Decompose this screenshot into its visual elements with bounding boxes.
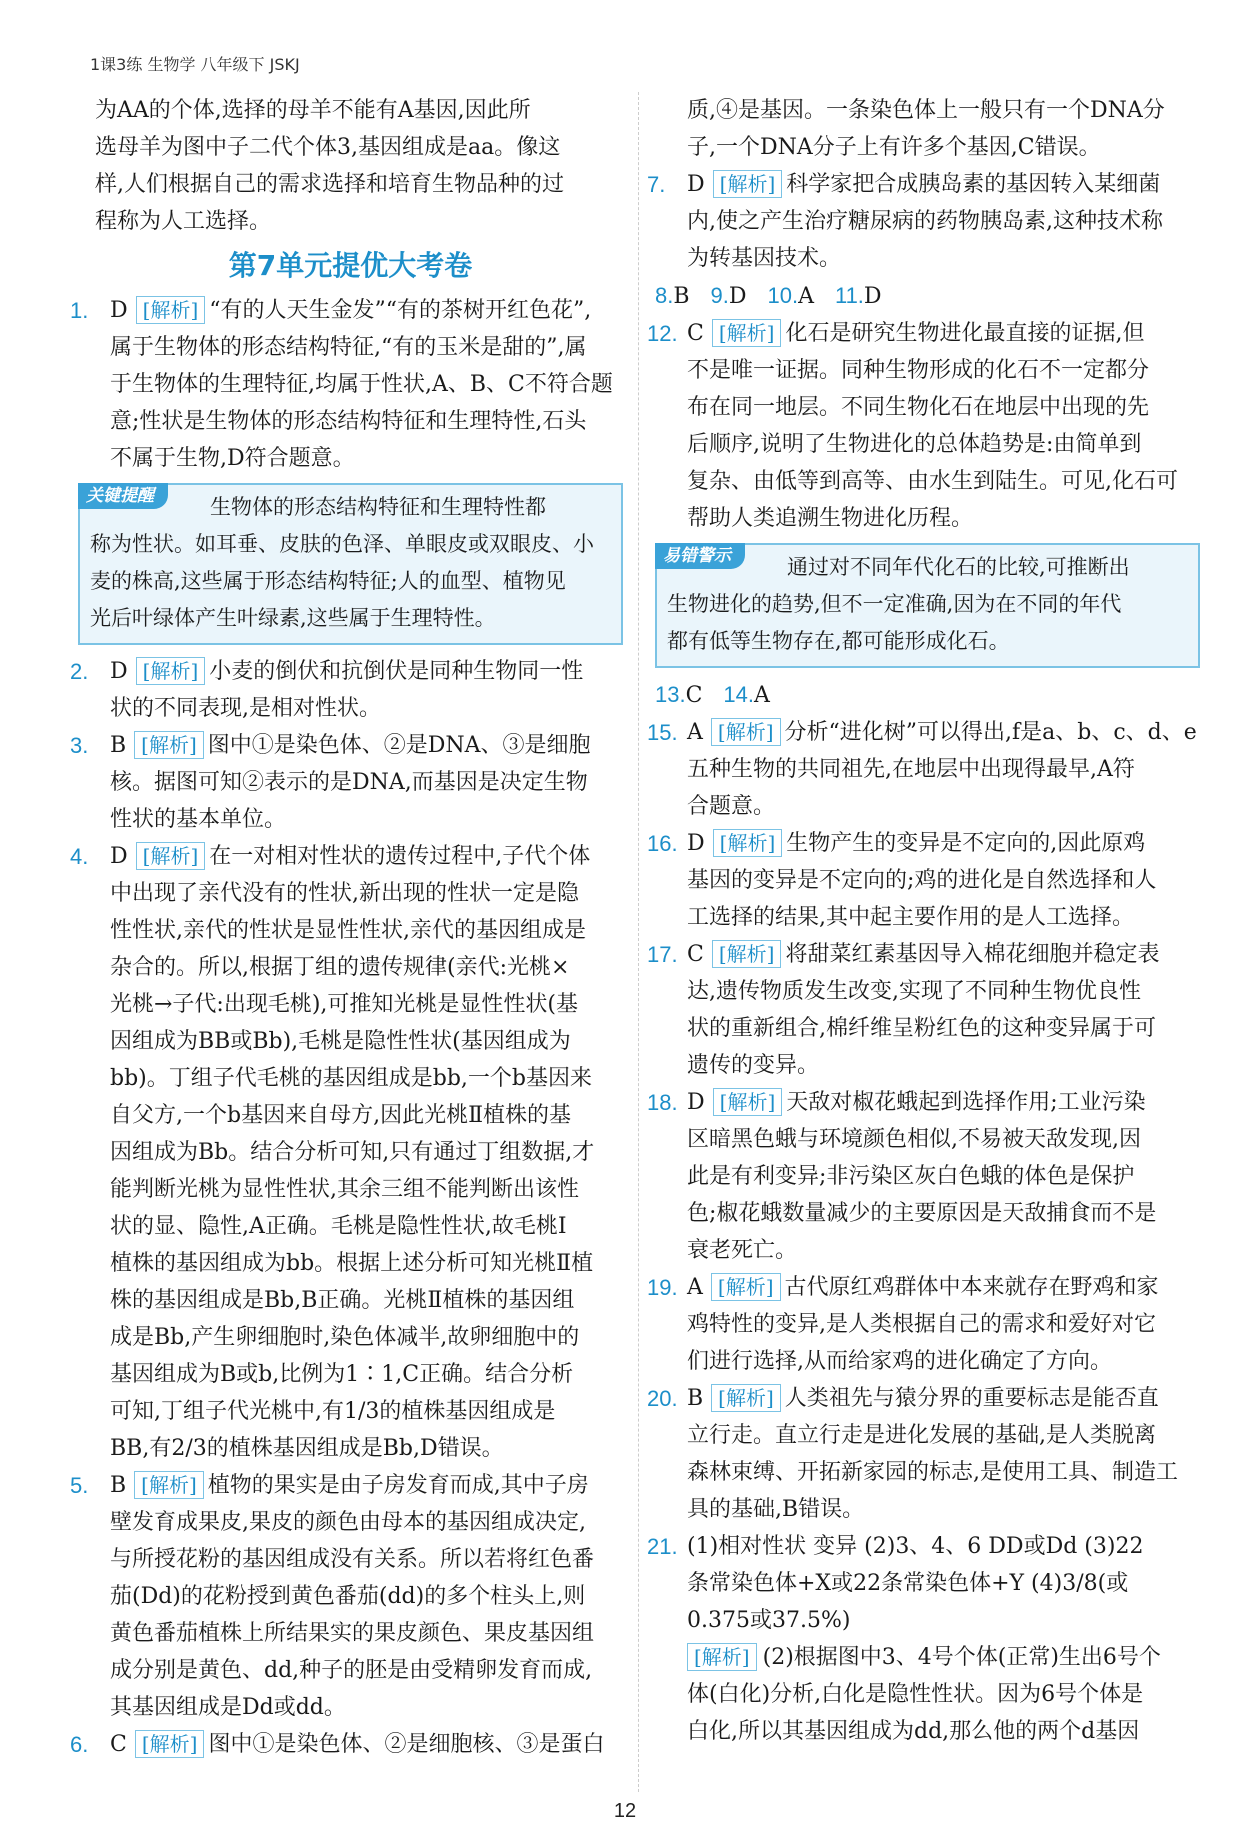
text-line: 性状的基本单位。 [110, 807, 287, 832]
key-tip-box [78, 483, 623, 645]
text-line: 意;性状是生物体的形态结构特征和生理特性,石头 [110, 409, 587, 434]
answer-letter: D [728, 284, 747, 309]
text-line: 为转基因技术。 [687, 246, 842, 271]
text-line: 布在同一地层。不同生物化石在地层中出现的先 [687, 395, 1150, 420]
key-tip-label: 关键提醒 [78, 483, 168, 509]
answer-item-17 [647, 936, 1200, 1084]
answer-letter: D [863, 284, 882, 309]
analysis-tag: [解析] [135, 1730, 205, 1758]
answer-letter: D [687, 831, 705, 856]
answer-letter: B [687, 1386, 704, 1411]
text-line: (1)相对性状 变异 (2)3、4、6 DD或Dd (3)22 [687, 1534, 1144, 1559]
analysis-tag: [解析] [713, 829, 783, 857]
text-line: 因组成为BB或Bb),毛桃是隐性性状(基因组成为 [110, 1029, 571, 1054]
error-warning-label: 易错警示 [655, 543, 745, 569]
answer-letter: A [798, 284, 814, 309]
analysis-tag: [解析] [134, 1471, 204, 1499]
text-line: 具的基础,B错误。 [687, 1497, 865, 1522]
intro-paragraph [78, 92, 623, 240]
text-line: 小麦的倒伏和抗倒伏是同种生物同一性 [209, 659, 584, 684]
text-line: 在一对相对性状的遗传过程中,子代个体 [209, 844, 591, 869]
answer-item-18 [647, 1084, 1200, 1269]
text-line: 株的基因组成是Bb,B正确。光桃Ⅱ植株的基因组 [110, 1288, 575, 1313]
question-number: 4. [70, 844, 89, 869]
answer-letter: B [673, 284, 690, 309]
analysis-tag: [解析] [713, 170, 783, 198]
text-line: 茄(Dd)的花粉授到黄色番茄(dd)的多个柱头上,则 [110, 1584, 586, 1609]
question-number: 14. [723, 682, 755, 707]
answer-row-8-11 [655, 277, 1200, 315]
question-number: 13. [655, 682, 686, 707]
text-line: 们进行选择,从而给家鸡的进化确定了方向。 [687, 1349, 1112, 1374]
answer-letter: C [110, 1732, 127, 1757]
answer-item-19 [647, 1269, 1200, 1380]
text-line: 立行走。直立行走是进化发展的基础,是人类脱离 [687, 1423, 1156, 1448]
page-header: 1课3练 生物学 八年级下 JSKJ [90, 55, 300, 74]
tip-line: 通过对不同年代化石的比较,可推断出 [787, 555, 1130, 579]
analysis-tag: [解析] [136, 657, 206, 685]
question-number: 11. [834, 283, 864, 308]
text-line: 将甜菜红素基因导入棉花细胞并稳定表 [785, 942, 1160, 967]
question-number: 5. [70, 1473, 89, 1498]
text-line: 色;椒花蛾数量减少的主要原因是天敌捕食而不是 [687, 1201, 1157, 1226]
section-title: 第7单元提优大考卷 [228, 249, 473, 282]
text-line: 区暗黑色蛾与环境颜色相似,不易被天敌发现,因 [687, 1127, 1141, 1152]
column-divider [638, 92, 639, 1792]
text-line: 成是Bb,产生卵细胞时,染色体减半,故卵细胞中的 [110, 1325, 580, 1350]
text-line: 达,遗传物质发生改变,实现了不同种生物优良性 [687, 979, 1141, 1004]
text-line: 不是唯一证据。同种生物形成的化石不一定都分 [687, 358, 1150, 383]
answer-item-3 [70, 727, 623, 838]
text-line: 人类祖先与猿分界的重要标志是能否直 [784, 1386, 1159, 1411]
question-number: 6. [70, 1732, 89, 1757]
answer-letter: B [110, 733, 127, 758]
text-line: 古代原红鸡群体中本来就存在野鸡和家 [784, 1275, 1159, 1300]
text-line: 程称为人工选择。 [95, 209, 272, 234]
analysis-tag: [解析] [711, 1384, 781, 1412]
text-line: 工选择的结果,其中起主要作用的是人工选择。 [687, 905, 1134, 930]
analysis-tag: [解析] [687, 1643, 757, 1671]
answer-letter: D [110, 298, 128, 323]
text-line: 性性状,亲代的性状是显性性状,亲代的基因组成是 [110, 918, 586, 943]
text-line: 子,一个DNA分子上有许多个基因,C错误。 [687, 135, 1101, 160]
answer-letter: C [685, 683, 703, 708]
text-line: 化石是研究生物进化最直接的证据,但 [785, 321, 1145, 346]
text-line: 帮助人类追溯生物进化历程。 [687, 506, 974, 531]
text-line: 状的重新组合,棉纤维呈粉红色的这种变异属于可 [687, 1016, 1156, 1041]
question-number: 9. [710, 283, 729, 308]
answer-letter: A [754, 683, 770, 708]
answer-item-16 [647, 825, 1200, 936]
text-line: 植物的果实是由子房发育而成,其中子房 [207, 1473, 589, 1498]
text-line: 后顺序,说明了生物进化的总体趋势是:由简单到 [687, 432, 1142, 457]
text-line: 复杂、由低等到高等、由水生到陆生。可见,化石可 [687, 469, 1178, 494]
text-line: 图中①是染色体、②是细胞核、③是蛋白 [208, 1732, 605, 1757]
left-column [70, 92, 623, 1763]
right-column [647, 92, 1200, 1750]
text-line: 基因的变异是不定向的;鸡的进化是自然选择和人 [687, 868, 1157, 893]
text-line: 科学家把合成胰岛素的基因转入某细菌 [786, 172, 1161, 197]
text-line: 黄色番茄植株上所结果实的果皮颜色、果皮基因组 [110, 1621, 595, 1646]
answer-letter: D [110, 844, 128, 869]
page-number: 12 [613, 1800, 637, 1822]
text-line: 属于生物体的形态结构特征,“有的玉米是甜的”,属 [110, 335, 587, 360]
text-line: 中出现了亲代没有的性状,新出现的性状一定是隐 [110, 881, 579, 906]
answer-item-2 [70, 653, 623, 727]
text-line: 生物产生的变异是不定向的,因此原鸡 [786, 831, 1146, 856]
answer-row-13-14 [655, 676, 1200, 714]
answer-letter: D [687, 1090, 705, 1115]
analysis-tag: [解析] [711, 718, 781, 746]
answer-letter: C [687, 321, 704, 346]
text-line: 状的显、隐性,A正确。毛桃是隐性性状,故毛桃Ⅰ [110, 1214, 567, 1239]
question-number: 18. [647, 1090, 678, 1115]
answer-item-12 [647, 315, 1200, 537]
answer-item-5 [70, 1467, 623, 1726]
question-number: 2. [70, 659, 89, 684]
text-line: 质,④是基因。一条染色体上一般只有一个DNA分 [687, 98, 1165, 123]
text-line: 于生物体的生理特征,均属于性状,A、B、C不符合题 [110, 372, 613, 397]
error-warning-box [655, 543, 1200, 668]
answer-letter: B [110, 1473, 127, 1498]
text-line: 可知,丁组子代光桃中,有1/3的植株基因组成是 [110, 1399, 556, 1424]
text-line: 基因组成为B或b,比例为1∶1,C正确。结合分析 [110, 1362, 574, 1387]
answer-letter: A [687, 720, 703, 745]
text-line: 样,人们根据自己的需求选择和培育生物品种的过 [95, 172, 564, 197]
tip-line: 光后叶绿体产生叶绿素,这些属于生理特性。 [90, 606, 496, 630]
answer-item-7 [647, 166, 1200, 277]
text-line: 成分别是黄色、dd,种子的胚是由受精卵发育而成, [110, 1658, 593, 1683]
tip-line: 麦的株高,这些属于形态结构特征;人的血型、植物见 [90, 569, 566, 593]
tip-line: 生物进化的趋势,但不一定准确,因为在不同的年代 [667, 592, 1122, 616]
text-line: 其基因组成是Dd或dd。 [110, 1695, 346, 1720]
answer-letter: D [687, 172, 705, 197]
question-number: 1. [70, 298, 89, 323]
question-number: 17. [647, 942, 678, 967]
text-line: 与所授花粉的基因组成没有关系。所以若将红色番 [110, 1547, 595, 1572]
analysis-tag: [解析] [713, 1088, 783, 1116]
text-line: 图中①是染色体、②是DNA、③是细胞 [207, 733, 591, 758]
tip-line: 都有低等生物存在,都可能形成化石。 [667, 629, 1010, 653]
analysis-tag: [解析] [711, 1273, 781, 1301]
question-number: 15. [647, 720, 678, 745]
text-line: 0.375或37.5%) [687, 1608, 851, 1633]
question-number: 10. [767, 283, 799, 308]
text-line: 分析“进化树”可以得出,f是a、b、c、d、e [784, 720, 1197, 745]
text-line: 合题意。 [687, 794, 776, 819]
tip-line: 称为性状。如耳垂、皮肤的色泽、单眼皮或双眼皮、小 [90, 532, 594, 556]
text-line: 不属于生物,D符合题意。 [110, 446, 355, 471]
text-line: bb)。丁组子代毛桃的基因组成是bb,一个b基因来 [110, 1066, 592, 1091]
analysis-tag: [解析] [712, 940, 782, 968]
question-number: 12. [647, 321, 678, 346]
text-line: 杂合的。所以,根据丁组的遗传规律(亲代:光桃× [110, 955, 570, 980]
answer-item-20 [647, 1380, 1200, 1528]
text-line: 五种生物的共同祖先,在地层中出现得最早,A符 [687, 757, 1135, 782]
text-line: “有的人天生金发”“有的茶树开红色花”, [209, 298, 592, 323]
answer-letter: D [110, 659, 128, 684]
question-number: 3. [70, 733, 89, 758]
tip-line: 生物体的形态结构特征和生理特性都 [210, 495, 546, 519]
text-line: 壁发育成果皮,果皮的颜色由母本的基因组成决定, [110, 1510, 586, 1535]
text-line: BB,有2/3的植株基因组成是Bb,D错误。 [110, 1436, 504, 1461]
question-number: 7. [647, 172, 666, 197]
text-line: 核。据图可知②表示的是DNA,而基因是决定生物 [110, 770, 588, 795]
text-line: (2)根据图中3、4号个体(正常)生出6号个 [762, 1645, 1161, 1670]
text-line: 白化,所以其基因组成为dd,那么他的两个d基因 [687, 1719, 1140, 1744]
text-line: 内,使之产生治疗糖尿病的药物胰岛素,这种技术称 [687, 209, 1163, 234]
text-line: 光桃→子代:出现毛桃),可推知光桃是显性性状(基 [110, 992, 579, 1017]
text-line: 条常染色体+X或22条常染色体+Y (4)3/8(或 [687, 1571, 1129, 1596]
text-line: 鸡特性的变异,是人类根据自己的需求和爱好对它 [687, 1312, 1156, 1337]
answer-item-21 [647, 1528, 1200, 1750]
answer-letter: C [687, 942, 704, 967]
answer-item-6 [70, 1726, 623, 1763]
answer-item-6-continued [655, 92, 1200, 166]
answer-letter: A [687, 1275, 703, 1300]
text-line: 选母羊为图中子二代个体3,基因组成是aa。像这 [95, 135, 561, 160]
analysis-tag: [解析] [136, 842, 206, 870]
answer-item-4 [70, 838, 623, 1467]
text-line: 因组成为Bb。结合分析可知,只有通过丁组数据,才 [110, 1140, 595, 1165]
text-line: 状的不同表现,是相对性状。 [110, 696, 381, 721]
text-line: 为AA的个体,选择的母羊不能有A基因,因此所 [95, 98, 531, 123]
text-line: 此是有利变异;非污染区灰白色蛾的体色是保护 [687, 1164, 1135, 1189]
text-line: 遗传的变异。 [687, 1053, 820, 1078]
question-number: 20. [647, 1386, 678, 1411]
answer-item-15 [647, 714, 1200, 825]
text-line: 衰老死亡。 [687, 1238, 798, 1263]
analysis-tag: [解析] [712, 319, 782, 347]
text-line: 植株的基因组成为bb。根据上述分析可知光桃Ⅱ植 [110, 1251, 594, 1276]
question-number: 8. [655, 283, 674, 308]
text-line: 体(白化)分析,白化是隐性性状。因为6号个体是 [687, 1682, 1144, 1707]
analysis-tag: [解析] [136, 296, 206, 324]
question-number: 19. [647, 1275, 678, 1300]
text-line: 天敌对椒花蛾起到选择作用;工业污染 [786, 1090, 1146, 1115]
text-line: 能判断光桃为显性性状,其余三组不能判断出该性 [110, 1177, 579, 1202]
answer-item-1 [70, 292, 623, 477]
text-line: 自父方,一个b基因来自母方,因此光桃Ⅱ植株的基 [110, 1103, 572, 1128]
question-number: 21. [647, 1534, 678, 1559]
analysis-tag: [解析] [134, 731, 204, 759]
text-line: 森林束缚、开拓新家园的标志,是使用工具、制造工 [687, 1460, 1178, 1485]
question-number: 16. [647, 831, 678, 856]
